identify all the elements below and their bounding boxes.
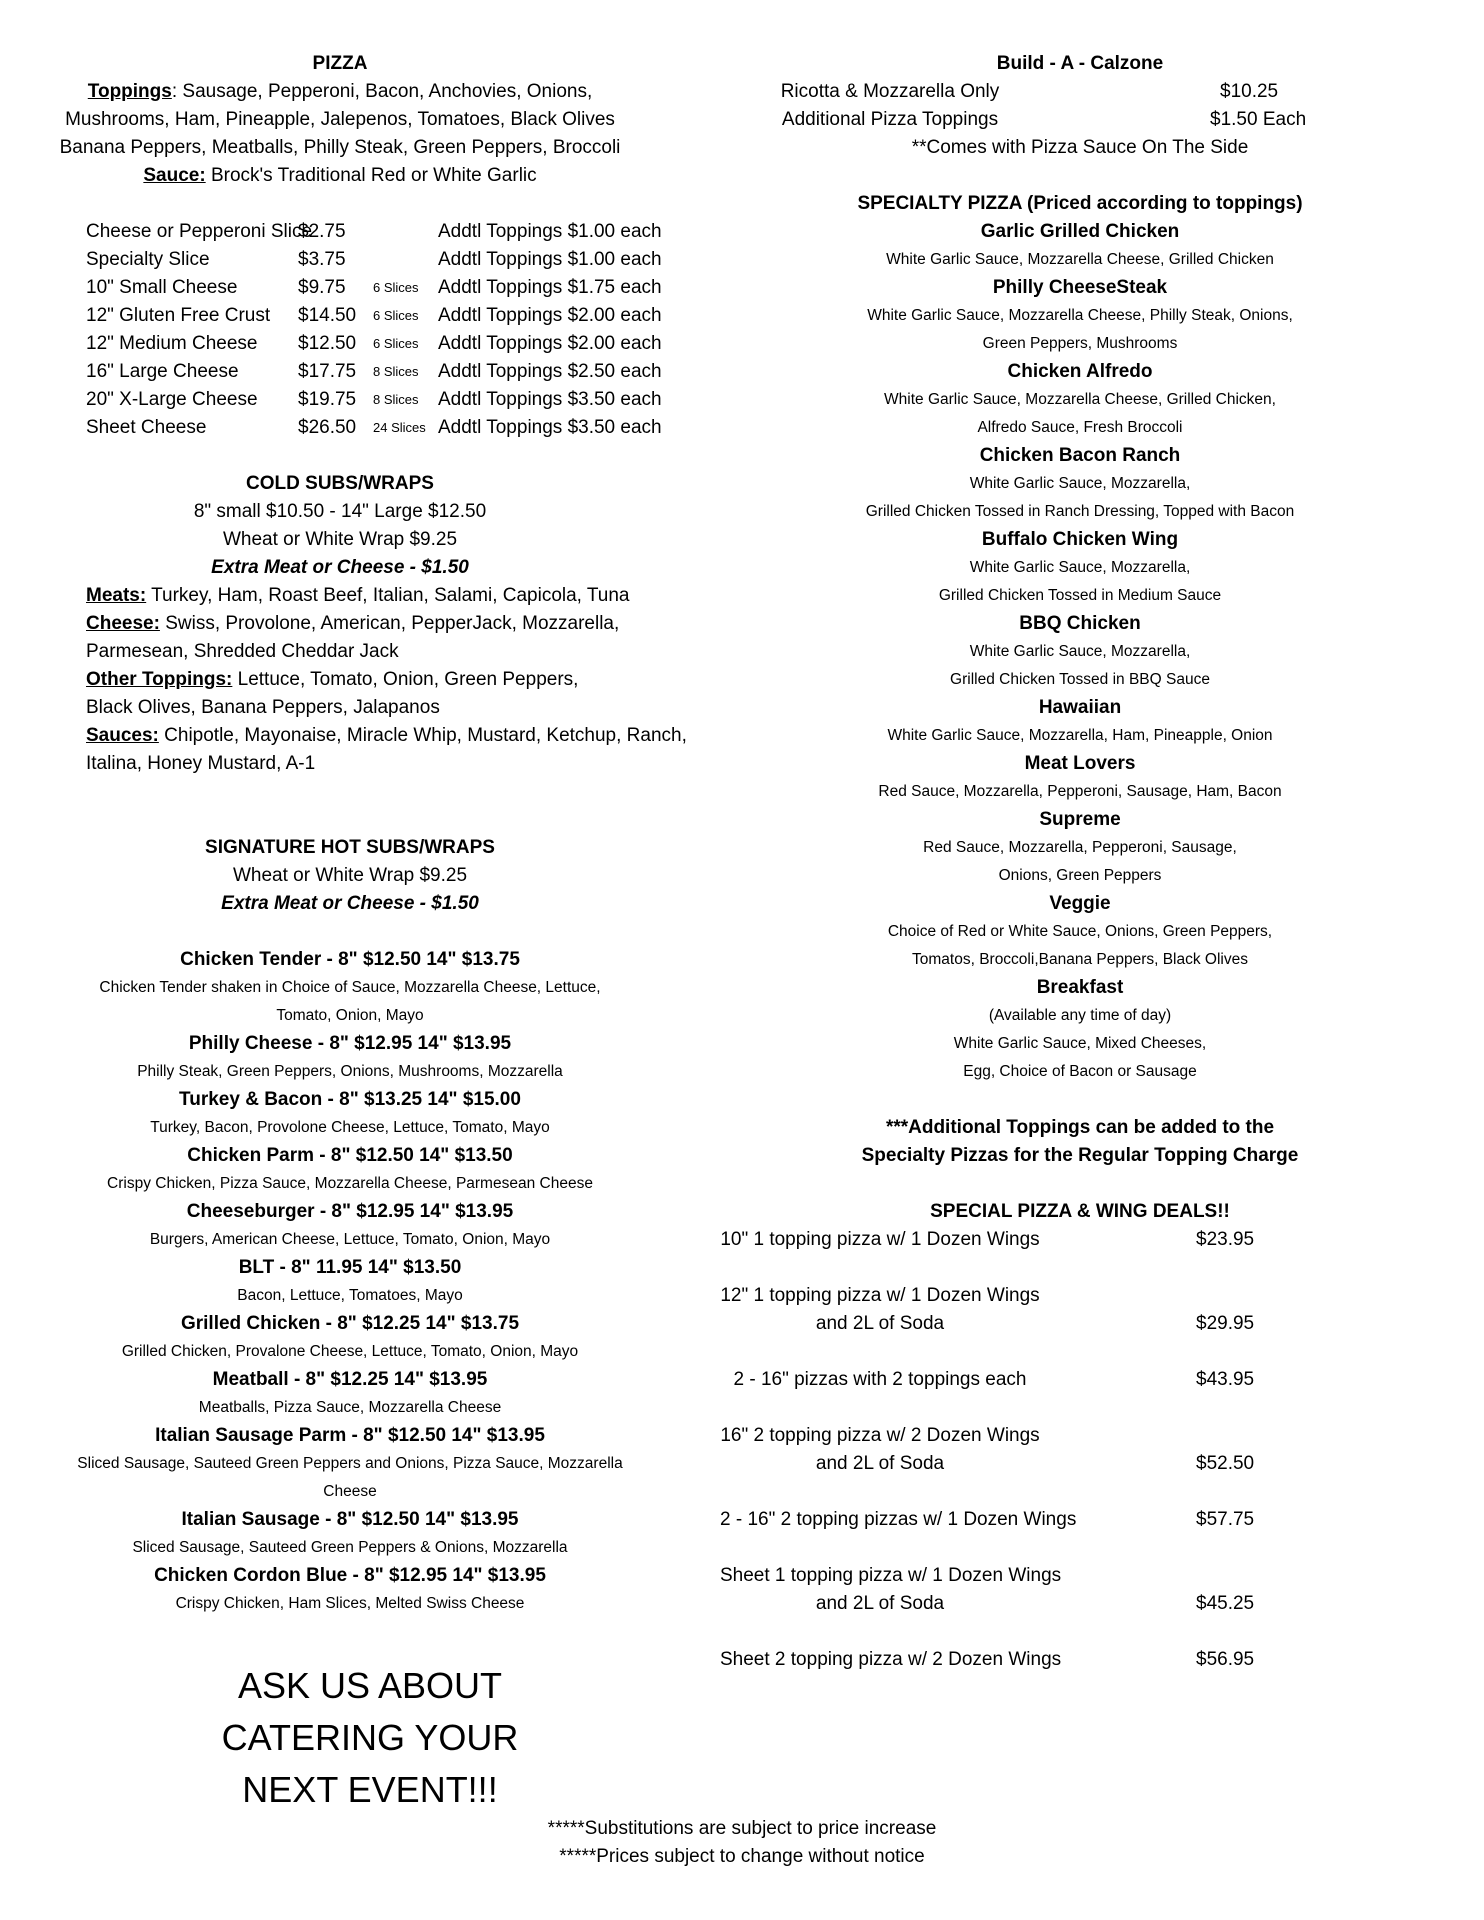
size-price: $3.75: [298, 249, 346, 270]
pizza-price-row: [86, 274, 730, 302]
cold-subs-extra: Extra Meat or Cheese - $1.50: [211, 557, 469, 578]
footer-notes: [442, 1815, 1042, 1871]
deal-price: $43.95: [1196, 1369, 1255, 1390]
specialty-title: Hawaiian: [1038, 697, 1122, 718]
specialty-desc: White Garlic Sauce, Mozzarella,: [969, 559, 1191, 576]
pizza-price-row: [86, 330, 730, 358]
slice-count: 6 Slices: [373, 280, 419, 295]
left-column: [50, 50, 730, 1618]
hot-sub-title: Chicken Tender - 8" $12.50 14" $13.75: [180, 949, 520, 970]
slice-count: 6 Slices: [373, 336, 419, 351]
cold-subs-wrap: Wheat or White Wrap $9.25: [222, 529, 458, 550]
size-price: $19.75: [298, 389, 357, 410]
size-price: $26.50: [298, 417, 357, 438]
deal-price: $56.95: [1196, 1649, 1255, 1670]
specialty-desc: (Available any time of day): [988, 1007, 1172, 1024]
deal-price: $57.75: [1196, 1509, 1255, 1530]
addtl-toppings: Addtl Toppings $2.50 each: [438, 361, 662, 382]
size-name: 20" X-Large Cheese: [86, 389, 258, 410]
cold-cheese-2: Parmesean, Shredded Cheddar Jack: [86, 641, 399, 662]
deal-description: 16" 2 topping pizza w/ 2 Dozen Wings: [720, 1425, 1040, 1446]
pizza-price-row: [86, 358, 730, 386]
pizza-price-row: [86, 386, 730, 414]
hot-sub-title: Philly Cheese - 8" $12.95 14" $13.95: [188, 1033, 512, 1054]
hot-sub-desc: Sliced Sausage, Sauteed Green Peppers & Onions, Mozzarella: [132, 1539, 568, 1556]
deal-row: [720, 1562, 1430, 1618]
deal-description: Sheet 2 topping pizza w/ 2 Dozen Wings: [720, 1649, 1062, 1670]
size-name: 10" Small Cheese: [86, 277, 238, 298]
hot-sub-desc: Grilled Chicken, Provalone Cheese, Lettuce, Tomato, Onion, Mayo: [121, 1343, 579, 1360]
size-name: Sheet Cheese: [86, 417, 207, 438]
hot-sub-title: Chicken Parm - 8" $12.50 14" $13.50: [187, 1145, 513, 1166]
pizza-price-row: [86, 302, 730, 330]
addtl-toppings: Addtl Toppings $3.50 each: [438, 389, 662, 410]
size-name: 16" Large Cheese: [86, 361, 239, 382]
specialty-desc: Red Sauce, Mozzarella, Pepperoni, Sausage, Ham, Bacon: [878, 783, 1282, 800]
specialty-title: Supreme: [1039, 809, 1121, 830]
pizza-price-row: [86, 414, 730, 442]
specialty-desc: White Garlic Sauce, Mozzarella Cheese, Grilled Chicken: [886, 251, 1274, 268]
deal-row: [720, 1422, 1430, 1478]
specialty-desc: Egg, Choice of Bacon or Sausage: [963, 1063, 1197, 1080]
specialty-list: [730, 218, 1430, 1086]
calzone-row: [730, 78, 1430, 106]
specialty-desc: White Garlic Sauce, Mixed Cheeses,: [953, 1035, 1207, 1052]
hot-sub-desc: Tomato, Onion, Mayo: [276, 1007, 424, 1024]
size-name: 12" Gluten Free Crust: [86, 305, 271, 326]
deal-row: [730, 1366, 1430, 1394]
specialty-desc: Green Peppers, Mushrooms: [982, 335, 1178, 352]
size-name: 12" Medium Cheese: [86, 333, 258, 354]
deal-description: 12" 1 topping pizza w/ 1 Dozen Wings: [720, 1285, 1040, 1306]
specialty-desc: Tomatos, Broccoli,Banana Peppers, Black Olives: [912, 951, 1248, 968]
deal-description: Sheet 1 topping pizza w/ 1 Dozen Wings: [720, 1565, 1062, 1586]
deal-price: $45.25: [1196, 1593, 1255, 1614]
specialty-desc: Grilled Chicken Tossed in Medium Sauce: [938, 587, 1222, 604]
specialty-title: Veggie: [1049, 893, 1111, 914]
hot-sub-desc: Turkey, Bacon, Provolone Cheese, Lettuce, Tomato, Mayo: [150, 1119, 550, 1136]
hot-subs-extra: Extra Meat or Cheese - $1.50: [221, 893, 479, 914]
addtl-toppings: Addtl Toppings $2.00 each: [438, 305, 662, 326]
pizza-price-table: [86, 218, 730, 442]
specialty-heading: SPECIALTY PIZZA (Priced according to toppings): [857, 193, 1303, 214]
right-column: [720, 50, 1430, 1674]
deal-row: [720, 1646, 1430, 1674]
deal-row: [720, 1226, 1430, 1254]
specialty-title: BBQ Chicken: [1019, 613, 1141, 634]
pizza-toppings: Toppings: Sausage, Pepperoni, Bacon, Anchovies, Onions,: [87, 81, 593, 102]
pizza-price-row: [86, 246, 730, 274]
pizza-heading: PIZZA: [312, 53, 368, 74]
deal-description: 2 - 16" pizzas with 2 toppings each: [733, 1369, 1027, 1390]
specialty-desc: White Garlic Sauce, Mozzarella Cheese, Grilled Chicken,: [884, 391, 1276, 408]
specialty-title: Chicken Alfredo: [1007, 361, 1153, 382]
specialty-title: Buffalo Chicken Wing: [981, 529, 1179, 550]
hot-subs-list: [50, 946, 650, 1618]
hot-sub-desc: Chicken Tender shaken in Choice of Sauce, Mozzarella Cheese, Lettuce,: [99, 979, 601, 996]
cold-other-2: Black Olives, Banana Peppers, Jalapanos: [86, 697, 440, 718]
calzone-heading: Build - A - Calzone: [996, 53, 1164, 74]
addtl-toppings: Addtl Toppings $1.75 each: [438, 277, 662, 298]
hot-sub-title: BLT - 8" 11.95 14" $13.50: [238, 1257, 462, 1278]
specialty-desc: White Garlic Sauce, Mozzarella,: [969, 475, 1191, 492]
pizza-price-row: [86, 218, 730, 246]
deals-heading: SPECIAL PIZZA & WING DEALS!!: [930, 1201, 1230, 1222]
specialty-desc: Onions, Green Peppers: [998, 867, 1162, 884]
hot-sub-title: Cheeseburger - 8" $12.95 14" $13.95: [186, 1201, 514, 1222]
calzone-price: $10.25: [1220, 81, 1279, 102]
size-price: $12.50: [298, 333, 357, 354]
calzone-row: [730, 106, 1430, 134]
pizza-sauce: Sauce: Brock's Traditional Red or White Garlic: [143, 165, 537, 186]
calzone-item: Additional Pizza Toppings: [781, 109, 999, 130]
calzone-rows: [730, 78, 1430, 134]
deal-description: and 2L of Soda: [815, 1593, 945, 1614]
cold-subs-heading: COLD SUBS/WRAPS: [246, 473, 434, 494]
hot-sub-desc: Sliced Sausage, Sauteed Green Peppers and Onions, Pizza Sauce, Mozzarella Cheese: [77, 1455, 623, 1500]
hot-subs-heading: SIGNATURE HOT SUBS/WRAPS: [205, 837, 495, 858]
hot-sub-title: Meatball - 8" $12.25 14" $13.95: [212, 1369, 488, 1390]
slice-count: 24 Slices: [373, 420, 426, 435]
hot-sub-desc: Burgers, American Cheese, Lettuce, Tomato, Onion, Mayo: [149, 1231, 551, 1248]
specialty-title: Chicken Bacon Ranch: [979, 445, 1181, 466]
hot-sub-desc: Meatballs, Pizza Sauce, Mozzarella Cheese: [198, 1399, 502, 1416]
deal-price: $29.95: [1196, 1313, 1255, 1334]
specialty-desc: White Garlic Sauce, Mozzarella, Ham, Pineapple, Onion: [887, 727, 1273, 744]
hot-sub-desc: Bacon, Lettuce, Tomatoes, Mayo: [237, 1287, 463, 1304]
toppings-label: Toppings: [87, 81, 172, 102]
size-price: $9.75: [298, 277, 346, 298]
calzone-note: **Comes with Pizza Sauce On The Side: [911, 137, 1249, 158]
addtl-toppings: Addtl Toppings $1.00 each: [438, 221, 662, 242]
specialty-title: Philly CheeseSteak: [992, 277, 1168, 298]
hot-sub-title: Italian Sausage - 8" $12.50 14" $13.95: [181, 1509, 519, 1530]
slice-count: 8 Slices: [373, 392, 419, 407]
specialty-desc: White Garlic Sauce, Mozzarella,: [969, 643, 1191, 660]
specialty-note-1: ***Additional Toppings can be added to the: [885, 1117, 1275, 1138]
footer-prices: *****Prices subject to change without notice: [559, 1846, 925, 1867]
slice-count: 6 Slices: [373, 308, 419, 323]
cold-sauces-2: Italina, Honey Mustard, A-1: [86, 753, 316, 774]
toppings-line-2: Mushrooms, Ham, Pineapple, Jalepenos, Tomatoes, Black Olives: [65, 109, 615, 130]
deal-description: and 2L of Soda: [815, 1313, 945, 1334]
cold-other: Other Toppings: Lettuce, Tomato, Onion, Green Peppers,: [86, 669, 579, 690]
size-price: $17.75: [298, 361, 357, 382]
deals-list: [720, 1226, 1430, 1674]
cold-cheese: Cheese: Swiss, Provolone, American, PepperJack, Mozzarella,: [86, 613, 620, 634]
deal-price: $23.95: [1196, 1229, 1255, 1250]
deal-description: and 2L of Soda: [815, 1453, 945, 1474]
hot-sub-desc: Crispy Chicken, Pizza Sauce, Mozzarella Cheese, Parmesean Cheese: [107, 1175, 593, 1192]
catering-callout: ASK US ABOUT CATERING YOUR NEXT EVENT!!!: [221, 1665, 519, 1810]
hot-sub-desc: Philly Steak, Green Peppers, Onions, Mushrooms, Mozzarella: [137, 1063, 563, 1080]
size-price: $2.75: [298, 221, 346, 242]
addtl-toppings: Addtl Toppings $1.00 each: [438, 249, 662, 270]
size-name: Specialty Slice: [86, 249, 210, 270]
deal-row: [720, 1282, 1430, 1338]
size-price: $14.50: [298, 305, 357, 326]
specialty-desc: Choice of Red or White Sauce, Onions, Green Peppers,: [887, 923, 1273, 940]
size-name: Cheese or Pepperoni Slice: [86, 221, 313, 242]
addtl-toppings: Addtl Toppings $2.00 each: [438, 333, 662, 354]
deal-description: 10" 1 topping pizza w/ 1 Dozen Wings: [720, 1229, 1040, 1250]
cold-sauces: Sauces: Chipotle, Mayonaise, Miracle Whip, Mustard, Ketchup, Ranch,: [86, 725, 687, 746]
cold-subs-sizes: 8" small $10.50 - 14" Large $12.50: [193, 501, 487, 522]
specialty-desc: Alfredo Sauce, Fresh Broccoli: [977, 419, 1183, 436]
specialty-desc: Grilled Chicken Tossed in Ranch Dressing, Topped with Bacon: [865, 503, 1295, 520]
deal-price: $52.50: [1196, 1453, 1255, 1474]
addtl-toppings: Addtl Toppings $3.50 each: [438, 417, 662, 438]
calzone-item: Ricotta & Mozzarella Only: [780, 81, 1000, 102]
deal-row: [720, 1506, 1430, 1534]
specialty-note-2: Specialty Pizzas for the Regular Topping Charge: [861, 1145, 1299, 1166]
deal-description: 2 - 16" 2 topping pizzas w/ 1 Dozen Wings: [720, 1509, 1077, 1530]
hot-subs-wrap: Wheat or White Wrap $9.25: [232, 865, 468, 886]
specialty-title: Garlic Grilled Chicken: [980, 221, 1180, 242]
cold-meats: Meats: Turkey, Ham, Roast Beef, Italian, Salami, Capicola, Tuna: [86, 585, 630, 606]
specialty-title: Meat Lovers: [1024, 753, 1136, 774]
footer-substitutions: *****Substitutions are subject to price increase: [547, 1818, 937, 1839]
specialty-desc: Grilled Chicken Tossed in BBQ Sauce: [950, 671, 1210, 688]
specialty-desc: White Garlic Sauce, Mozzarella Cheese, Philly Steak, Onions,: [867, 307, 1293, 324]
hot-sub-title: Chicken Cordon Blue - 8" $12.95 14" $13.95: [154, 1565, 546, 1586]
specialty-title: Breakfast: [1036, 977, 1124, 998]
hot-sub-desc: Crispy Chicken, Ham Slices, Melted Swiss Cheese: [175, 1595, 525, 1612]
specialty-desc: Red Sauce, Mozzarella, Pepperoni, Sausage,: [923, 839, 1237, 856]
hot-sub-title: Grilled Chicken - 8" $12.25 14" $13.75: [180, 1313, 520, 1334]
slice-count: 8 Slices: [373, 364, 419, 379]
toppings-line-3: Banana Peppers, Meatballs, Philly Steak, Green Peppers, Broccoli: [59, 137, 621, 158]
sauce-label: Sauce:: [143, 165, 206, 186]
hot-sub-title: Italian Sausage Parm - 8" $12.50 14" $13.95: [155, 1425, 545, 1446]
hot-sub-title: Turkey & Bacon - 8" $13.25 14" $15.00: [179, 1089, 521, 1110]
calzone-price: $1.50 Each: [1210, 109, 1307, 130]
